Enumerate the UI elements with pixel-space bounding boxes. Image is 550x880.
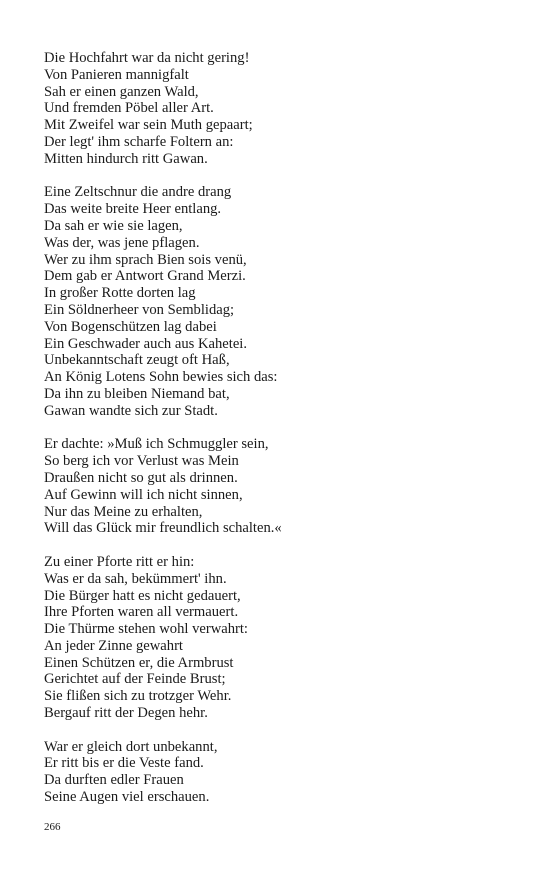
verse-line: An jeder Zinne gewahrt: [44, 637, 183, 654]
verse-line: Der legt' ihm scharfe Foltern an:: [44, 133, 234, 150]
verse-line: Da ihn zu bleiben Niemand bat,: [44, 385, 230, 402]
stanza-5: [44, 739, 514, 806]
verse-line: Und fremden Pöbel aller Art.: [44, 100, 214, 117]
verse-line: Von Bogenschützen lag dabei: [44, 318, 217, 335]
verse-line: Was er da sah, bekümmert' ihn.: [44, 570, 227, 587]
verse-line: Ein Geschwader auch aus Kahetei.: [44, 335, 248, 352]
page-number: 266: [44, 821, 61, 833]
verse-line: Da sah er wie sie lagen,: [44, 217, 183, 234]
verse-line: Auf Gewinn will ich nicht sinnen,: [44, 486, 243, 503]
verse-line: Nur das Meine zu erhalten,: [44, 503, 203, 520]
verse-line: Gerichtet auf der Feinde Brust;: [44, 671, 226, 688]
verse-line: Eine Zeltschnur die andre drang: [44, 184, 232, 201]
verse-line: Will das Glück mir freundlich schalten.«: [44, 520, 282, 537]
verse-line: Mitten hindurch ritt Gawan.: [44, 150, 208, 167]
verse-line: Gawan wandte sich zur Stadt.: [44, 402, 218, 419]
verse-line: Ein Söldnerheer von Semblidag;: [44, 301, 235, 318]
verse-line: Dem gab er Antwort Grand Merzi.: [44, 268, 246, 285]
verse-line: Mit Zweifel war sein Muth gepaart;: [44, 117, 253, 134]
verse-line: Die Bürger hatt es nicht gedauert,: [44, 587, 241, 604]
verse-line: An König Lotens Sohn bewies sich das:: [44, 369, 278, 386]
verse-line: Zu einer Pforte ritt er hin:: [44, 553, 195, 570]
verse-line: Die Thürme stehen wohl verwahrt:: [44, 621, 248, 638]
verse-line: Er ritt bis er die Veste fand.: [44, 755, 204, 772]
verse-line: Das weite breite Heer entlang.: [44, 201, 222, 218]
verse-line: Von Panieren mannigfalt: [44, 66, 189, 83]
verse-line: Was der, was jene pflagen.: [44, 234, 200, 251]
stanza-4: [44, 554, 514, 722]
verse-line: Sie flißen sich zu trotzger Wehr.: [44, 688, 232, 705]
verse-line: Er dachte: »Muß ich Schmuggler sein,: [44, 436, 269, 453]
verse-line: Da durften edler Frauen: [44, 772, 184, 789]
stanza-1: [44, 50, 514, 168]
verse-line: Die Hochfahrt war da nicht gering!: [44, 50, 250, 66]
verse-line: Einen Schützen er, die Armbrust: [44, 654, 234, 671]
stanza-3: [44, 436, 514, 537]
verse-line: Wer zu ihm sprach Bien sois venü,: [44, 251, 247, 268]
verse-line: In großer Rotte dorten lag: [44, 285, 196, 302]
verse-line: Bergauf ritt der Degen hehr.: [44, 705, 208, 722]
verse-line: Sah er einen ganzen Wald,: [44, 83, 199, 100]
poem-text: [44, 50, 514, 823]
verse-line: War er gleich dort unbekannt,: [44, 738, 218, 755]
verse-line: Draußen nicht so gut als drinnen.: [44, 469, 238, 486]
verse-line: Ihre Pforten waren all vermauert.: [44, 604, 239, 621]
verse-line: Unbekanntschaft zeugt oft Haß,: [44, 352, 230, 369]
stanza-2: [44, 184, 514, 419]
verse-line: So berg ich vor Verlust was Mein: [44, 453, 239, 470]
verse-line: Seine Augen viel erschauen.: [44, 789, 210, 806]
